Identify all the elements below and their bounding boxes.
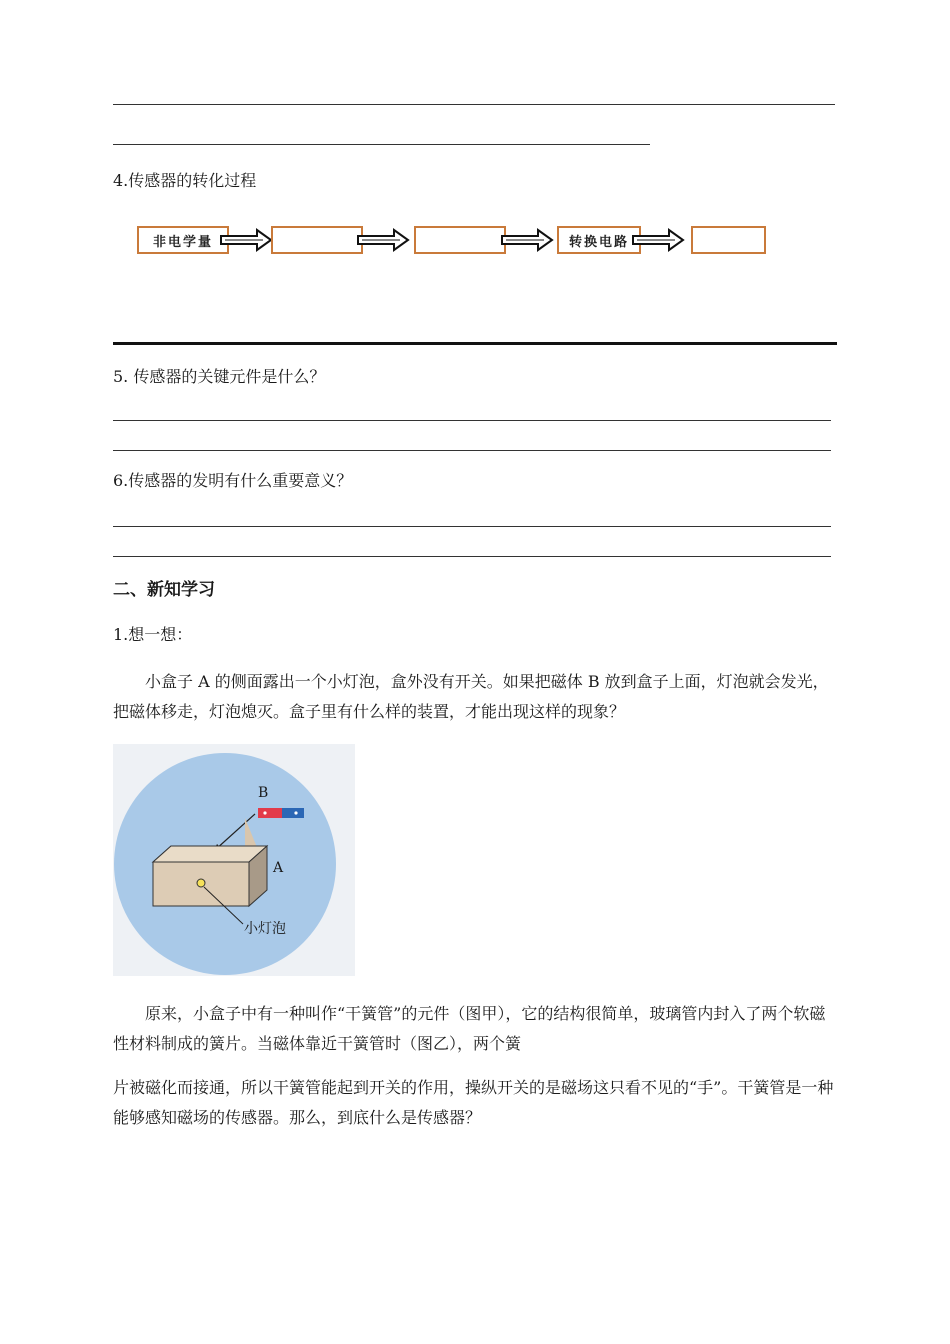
question-5-title: 5. 传感器的关键元件是什么？ (113, 367, 326, 386)
figure-label-bulb: 小灯泡 (244, 921, 286, 937)
magnet-box-figure (113, 744, 355, 976)
flow-arrow (631, 228, 685, 252)
flow-box-non-electrical: 非电学量 (137, 226, 229, 254)
paragraph-2: 原来，小盒子中有一种叫作“干簧管”的元件（图甲），它的结构很简单，玻璃管内封入了两个软磁性材料制成的簧片。当磁体靠近干簧管时（图乙），两个簧 (113, 1004, 826, 1053)
flow-box-conversion-circuit: 转换电路 (557, 226, 641, 254)
answer-line (113, 450, 831, 451)
figure-illustration (113, 744, 355, 976)
flow-arrow (356, 228, 410, 252)
flow-box-blank-2 (414, 226, 506, 254)
section-4-title: 4.传感器的转化过程 (113, 171, 257, 190)
answer-line (113, 526, 831, 527)
answer-line (113, 556, 831, 557)
figure-label-b: B (258, 785, 269, 801)
think-title: 1.想一想： (113, 625, 193, 644)
paragraph-1: 小盒子 A 的侧面露出一个小灯泡，盒外没有开关。如果把磁体 B 放到盒子上面，灯泡就会发光，把磁体移走，灯泡熄灭。盒子里有什么样的装置，才能出现这样的现象？ (113, 672, 829, 721)
paragraph-3: 片被磁化而接通，所以干簧管能起到开关的作用，操纵开关的是磁场这只看不见的“手”。干簧管是一种能够感知磁场的传感器。那么，到底什么是传感器？ (113, 1078, 834, 1127)
section-heading: 二、新知学习 (113, 580, 215, 600)
answer-line (113, 104, 835, 105)
flow-arrow (219, 228, 273, 252)
answer-line (113, 420, 831, 421)
question-6-title: 6.传感器的发明有什么重要意义？ (113, 471, 353, 490)
figure-label-a: A (273, 860, 284, 876)
flow-arrow (500, 228, 554, 252)
flow-box-blank-3 (691, 226, 766, 254)
answer-line (113, 144, 650, 145)
section-divider (113, 342, 837, 345)
flow-box-blank-1 (271, 226, 363, 254)
